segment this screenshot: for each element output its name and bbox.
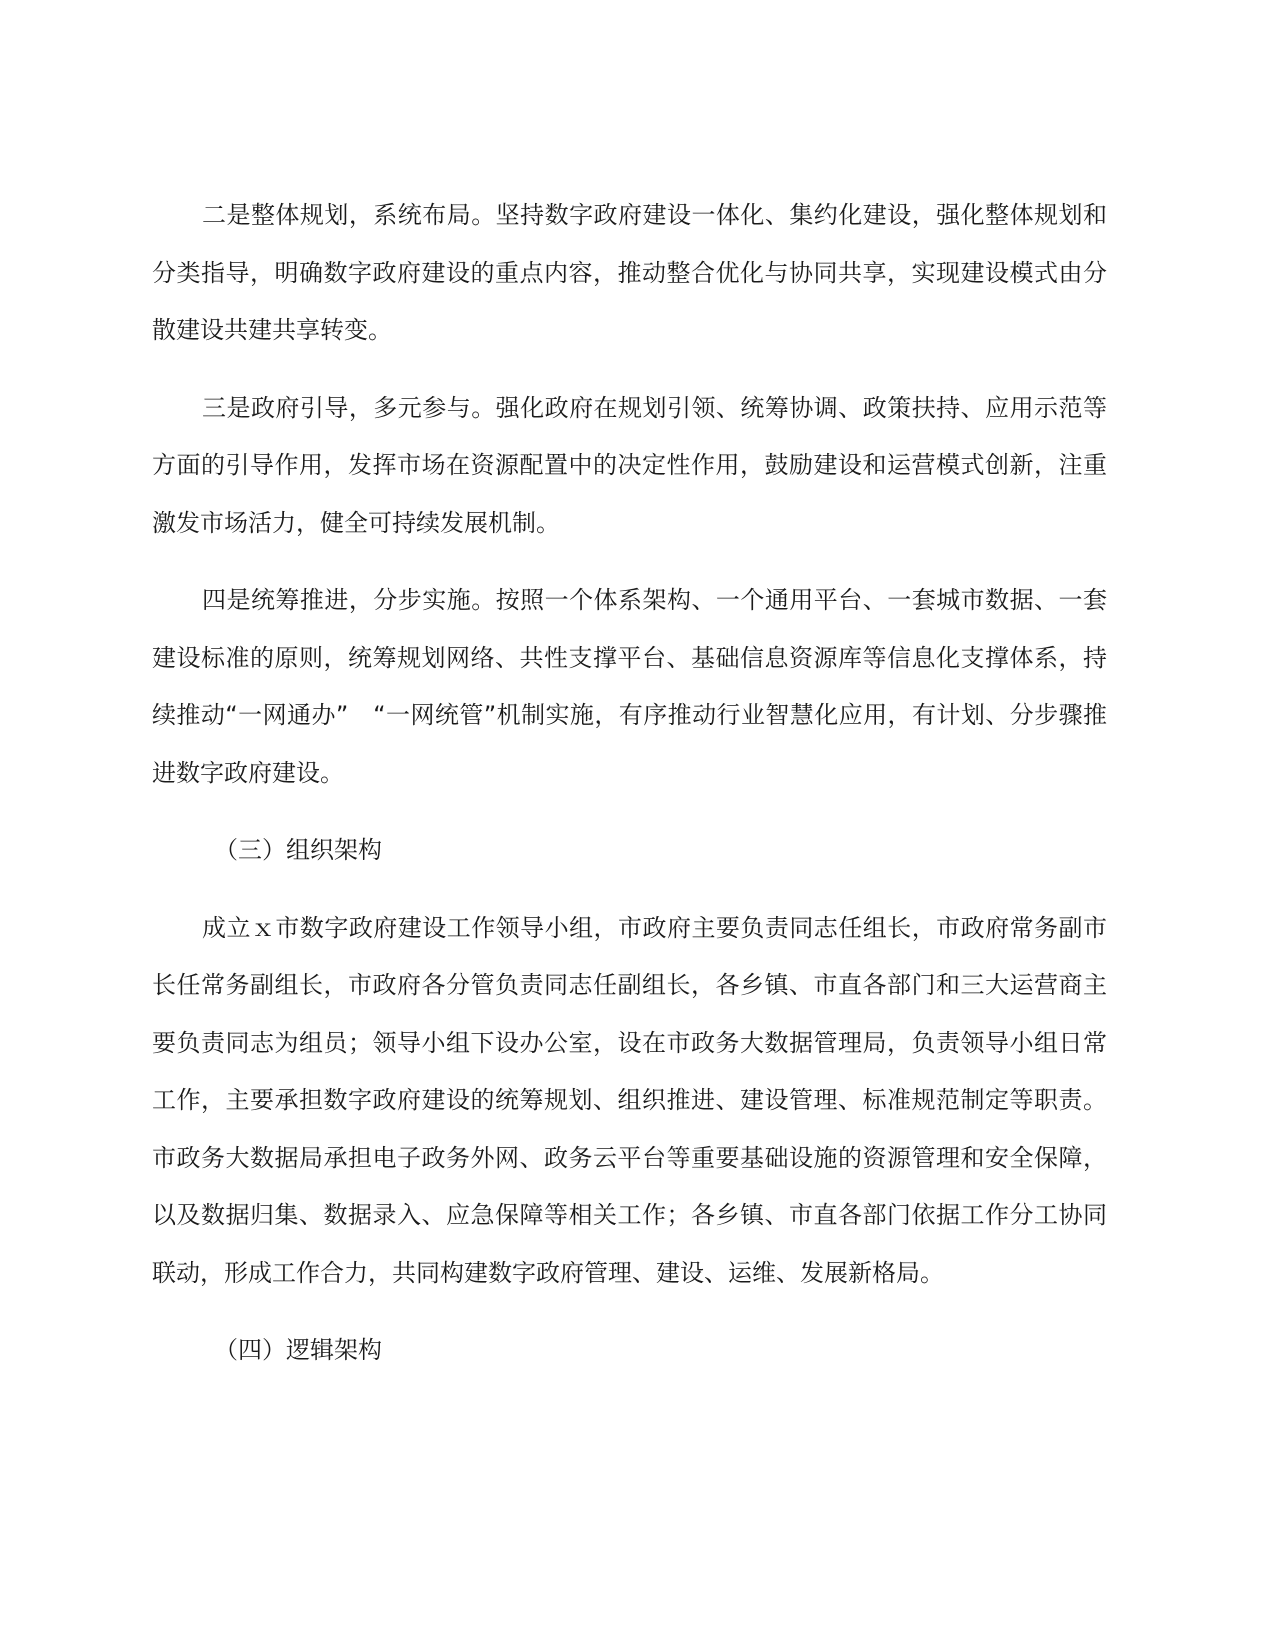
paragraph-organization-structure: 成立ｘ市数字政府建设工作领导小组，市政府主要负责同志任组长，市政府常务副市长任常务副组长，市政府各分管负责同志任副组长，各乡镇、市直各部门和三大运营商主要负责同志为组员；领导小组下设办公室，设在市政务大数据管理局，负责领导小组日常工作，主要承担数字政府建设的统筹规划、组织推进、建设管理、标准规范制定等职责。市政务大数据局承担电子政务外网、政务云平台等重要基础设施的资源管理和安全保障，以及数据归集、数据录入、应急保障等相关工作；各乡镇、市直各部门依据工作分工协同联动，形成工作合力，共同构建数字政府管理、建设、运维、发展新格局。: [152, 913, 1107, 1287]
paragraph-coordinated-advancement: 四是统筹推进，分步实施。按照一个体系架构、一个通用平台、一套城市数据、一套建设标准的原则，统筹规划网络、共性支撑平台、基础信息资源库等信息化支撑体系，持续推动“一网通办” “一网统管”机制实施，有序推动行业智慧化应用，有计划、分步骤推进数字政府建设。: [152, 586, 1107, 787]
document-body: [152, 187, 1107, 1380]
section-heading-logical-architecture: （四）逻辑架构: [214, 1336, 382, 1364]
paragraph-government-guidance: 三是政府引导，多元参与。强化政府在规划引领、统筹协调、政策扶持、应用示范等方面的引导作用，发挥市场在资源配置中的决定性作用，鼓励建设和运营模式创新，注重激发市场活力，健全可持续发展机制。: [152, 393, 1107, 537]
paragraph-overall-planning: 二是整体规划，系统布局。坚持数字政府建设一体化、集约化建设，强化整体规划和分类指导，明确数字政府建设的重点内容，推动整合优化与协同共享，实现建设模式由分散建设共建共享转变。: [152, 201, 1107, 344]
section-heading-organization: （三）组织架构: [214, 836, 382, 864]
